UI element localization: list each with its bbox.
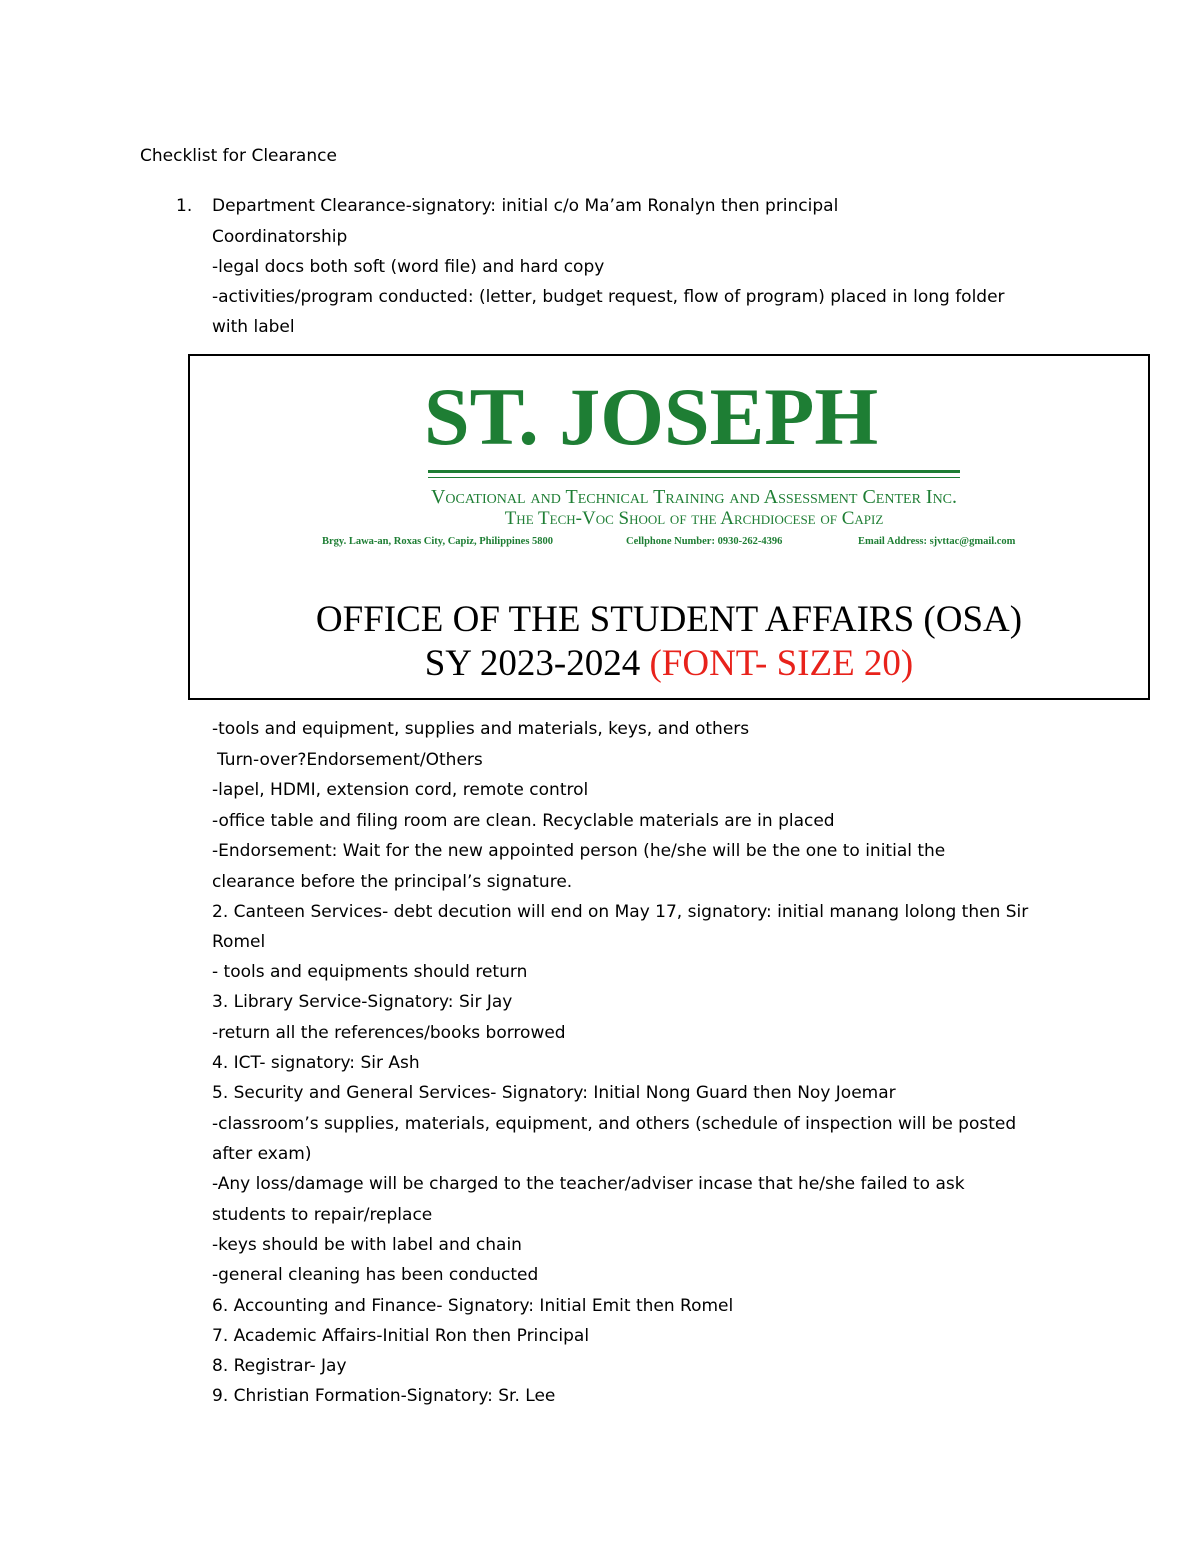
school-year: SY 2023-2024 <box>424 643 641 684</box>
body-line: 6. Accounting and Finance- Signatory: Initial Emit then Romel <box>212 1296 734 1316</box>
list-number-1: 1. <box>176 196 193 216</box>
body-line: -classroom’s supplies, materials, equipment, and others (schedule of inspection will be posted <box>212 1114 1017 1134</box>
office-title: OFFICE OF THE STUDENT AFFAIRS (OSA) <box>315 599 1023 640</box>
item1-line: Department Clearance-signatory: initial c/o Ma’am Ronalyn then principal <box>212 196 839 216</box>
body-line: 8. Registrar- Jay <box>212 1356 347 1376</box>
document-title: Checklist for Clearance <box>140 146 337 166</box>
body-line: Romel <box>212 932 266 952</box>
body-line: after exam) <box>212 1144 312 1164</box>
letterhead-line1: Vocational and Technical Training and Assessment Center Inc. <box>430 486 958 508</box>
logo-rule-bottom <box>428 477 960 478</box>
letterhead-address: Brgy. Lawa-an, Roxas City, Capiz, Philippines 5800 <box>322 536 554 547</box>
item1-line: with label <box>212 317 295 337</box>
body-line: 5. Security and General Services- Signatory: Initial Nong Guard then Noy Joemar <box>212 1083 896 1103</box>
body-line: -Any loss/damage will be charged to the teacher/adviser incase that he/she failed to ask <box>212 1174 965 1194</box>
item1-line: -legal docs both soft (word file) and hard copy <box>212 257 605 277</box>
logo-rule-top <box>428 470 960 473</box>
body-line: 4. ICT- signatory: Sir Ash <box>212 1053 420 1073</box>
letterhead-phone: Cellphone Number: 0930-262-4396 <box>626 536 783 547</box>
body-line: 9. Christian Formation-Signatory: Sr. Lee <box>212 1386 556 1406</box>
body-line: - tools and equipments should return <box>212 962 528 982</box>
body-line: 7. Academic Affairs-Initial Ron then Principal <box>212 1326 590 1346</box>
body-line: -keys should be with label and chain <box>212 1235 522 1255</box>
body-line: Turn-over?Endorsement/Others <box>217 750 483 770</box>
school-year-line <box>190 642 1148 686</box>
body-line: -Endorsement: Wait for the new appointed person (he/she will be the one to initial the <box>212 841 946 861</box>
item1-line: -activities/program conducted: (letter, budget request, flow of program) placed in long folder <box>212 287 1005 307</box>
font-size-note: (FONT- SIZE 20) <box>649 643 914 684</box>
body-line: -general cleaning has been conducted <box>212 1265 539 1285</box>
letterhead-email: Email Address: sjvttac@gmail.com <box>858 536 1016 547</box>
body-line: 2. Canteen Services- debt decution will end on May 17, signatory: initial manang lolong then Sir <box>212 902 1029 922</box>
body-line: -office table and filing room are clean. Recyclable materials are in placed <box>212 811 835 831</box>
body-line: -lapel, HDMI, extension cord, remote control <box>212 780 589 800</box>
letterhead-line2: The Tech-Voc Shool of the Archdiocese of Capiz <box>504 508 884 529</box>
body-line: 3. Library Service-Signatory: Sir Jay <box>212 992 513 1012</box>
body-line: students to repair/replace <box>212 1205 433 1225</box>
body-line: -return all the references/books borrowed <box>212 1023 566 1043</box>
body-line: clearance before the principal’s signature. <box>212 872 573 892</box>
body-line: -tools and equipment, supplies and materials, keys, and others <box>212 719 750 739</box>
logo-wordmark: ST. JOSEPH <box>424 371 879 462</box>
item1-line: Coordinatorship <box>212 227 348 247</box>
